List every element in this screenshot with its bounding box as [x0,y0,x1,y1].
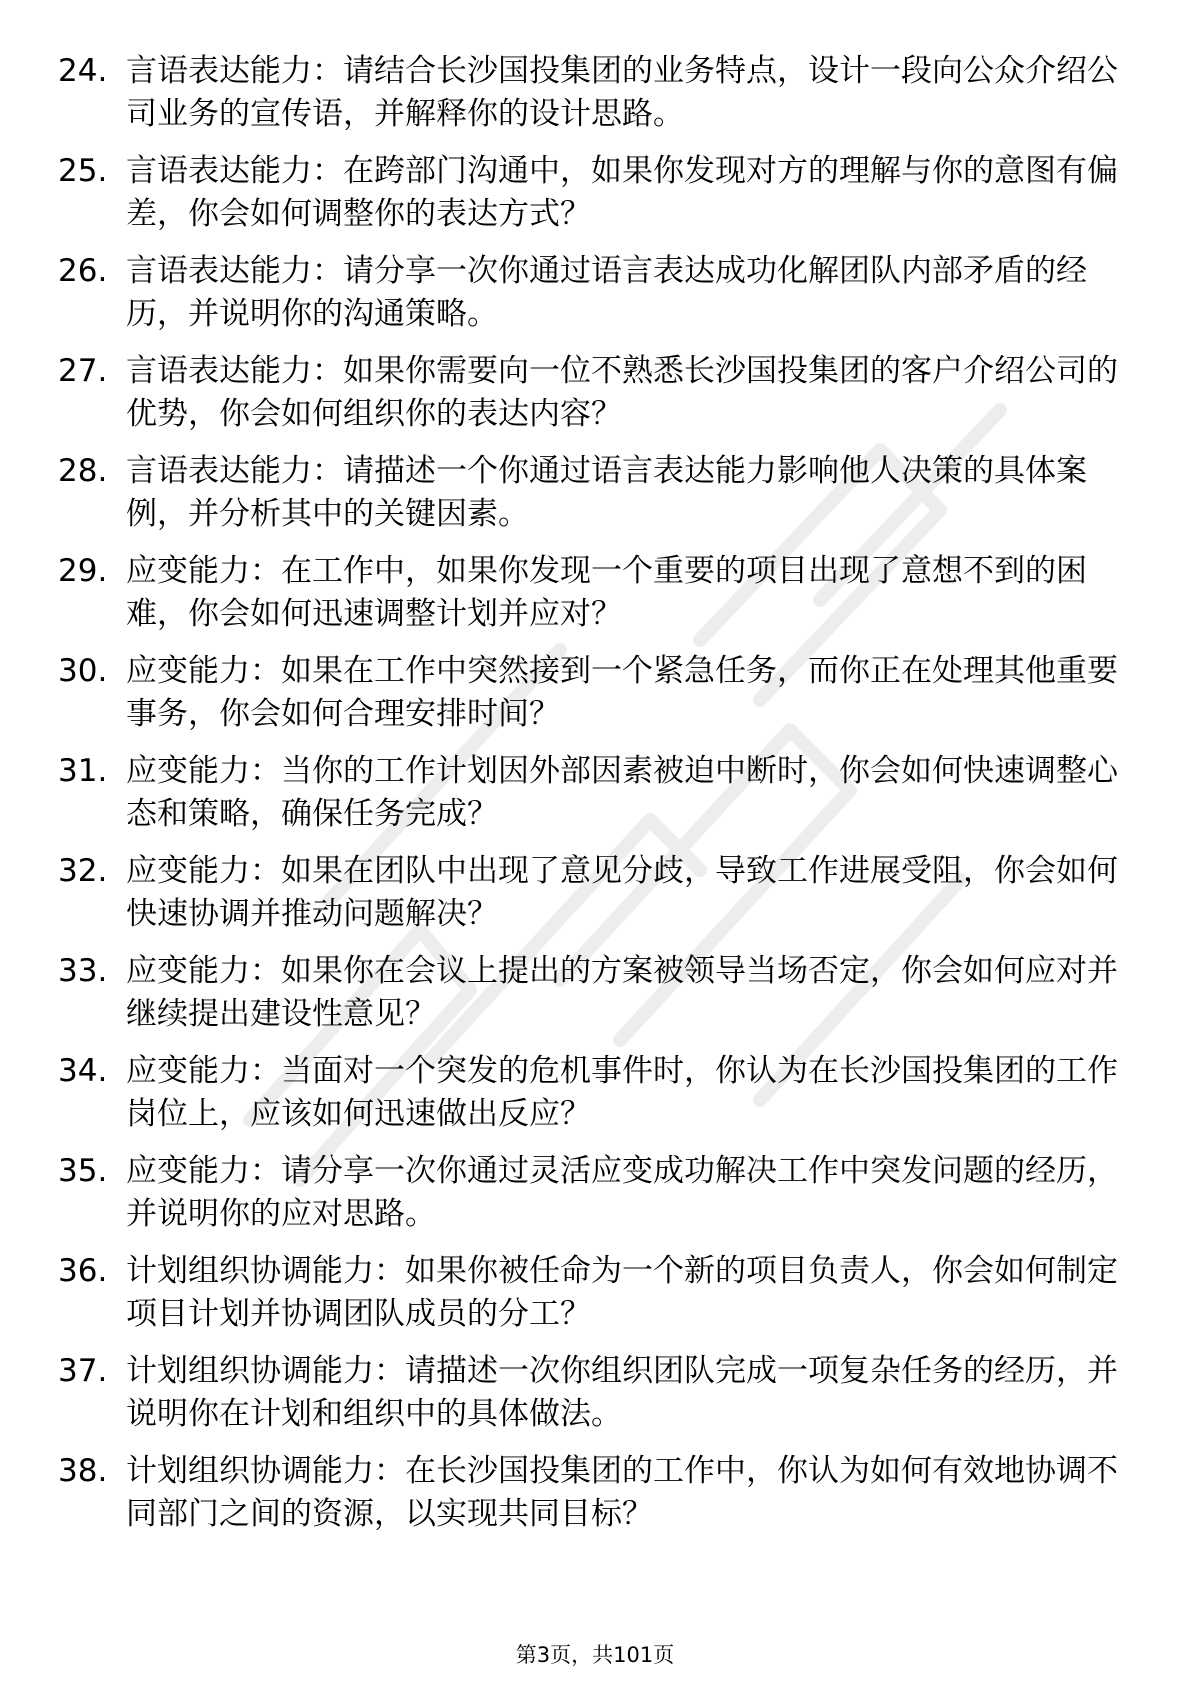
question-text: 言语表达能力：请结合长沙国投集团的业务特点，设计一段向公众介绍公司业务的宣传语，并解释你的设计思路。 [126,53,1118,132]
question-number: 24. [58,53,108,89]
question-item [58,1350,1130,1436]
question-number: 36. [58,1253,108,1289]
question-item [58,150,1130,236]
question-text: 应变能力：当你的工作计划因外部因素被迫中断时，你会如何快速调整心态和策略，确保任务完成？ [126,753,1118,832]
question-number: 29. [58,553,108,589]
question-number: 37. [58,1353,108,1389]
question-text: 应变能力：请分享一次你通过灵活应变成功解决工作中突发问题的经历，并说明你的应对思路。 [126,1153,1118,1232]
question-text: 言语表达能力：如果你需要向一位不熟悉长沙国投集团的客户介绍公司的优势，你会如何组织你的表达内容？ [126,353,1118,432]
question-number: 38. [58,1453,108,1489]
question-number: 32. [58,853,108,889]
question-number: 35. [58,1153,108,1189]
question-text: 应变能力：如果在团队中出现了意见分歧，导致工作进展受阻，你会如何快速协调并推动问题解决？ [126,853,1118,932]
question-item [58,50,1130,136]
question-text: 计划组织协调能力：请描述一次你组织团队完成一项复杂任务的经历，并说明你在计划和组织中的具体做法。 [126,1353,1118,1432]
question-item [58,450,1130,536]
question-number: 25. [58,153,108,189]
question-item [58,750,1130,836]
question-text: 应变能力：如果在工作中突然接到一个紧急任务，而你正在处理其他重要事务，你会如何合理安排时间？ [126,653,1118,732]
question-number: 30. [58,653,108,689]
question-number: 33. [58,953,108,989]
question-item [58,1150,1130,1236]
question-number: 28. [58,453,108,489]
question-item [58,850,1130,936]
question-item [58,1450,1130,1536]
question-number: 27. [58,353,108,389]
question-text: 计划组织协调能力：如果你被任命为一个新的项目负责人，你会如何制定项目计划并协调团队成员的分工？ [126,1253,1118,1332]
question-text: 计划组织协调能力：在长沙国投集团的工作中，你认为如何有效地协调不同部门之间的资源，以实现共同目标？ [126,1453,1118,1532]
question-number: 34. [58,1053,108,1089]
question-text: 应变能力：在工作中，如果你发现一个重要的项目出现了意想不到的困难，你会如何迅速调整计划并应对？ [126,553,1087,632]
question-text: 应变能力：如果你在会议上提出的方案被领导当场否定，你会如何应对并继续提出建设性意见？ [126,953,1118,1032]
question-item [58,550,1130,636]
question-list [58,50,1130,1550]
question-text: 言语表达能力：请描述一个你通过语言表达能力影响他人决策的具体案例，并分析其中的关键因素。 [126,453,1087,532]
question-text: 应变能力：当面对一个突发的危机事件时，你认为在长沙国投集团的工作岗位上，应该如何迅速做出反应？ [126,1053,1118,1132]
question-number: 26. [58,253,108,289]
page-footer: 第3页，共101页 [515,1643,675,1667]
question-item [58,1050,1130,1136]
question-item [58,350,1130,436]
question-item [58,950,1130,1036]
question-item [58,250,1130,336]
question-text: 言语表达能力：请分享一次你通过语言表达成功化解团队内部矛盾的经历，并说明你的沟通策略。 [126,253,1087,332]
question-number: 31. [58,753,108,789]
question-item [58,1250,1130,1336]
question-text: 言语表达能力：在跨部门沟通中，如果你发现对方的理解与你的意图有偏差，你会如何调整你的表达方式？ [126,153,1118,232]
question-item [58,650,1130,736]
